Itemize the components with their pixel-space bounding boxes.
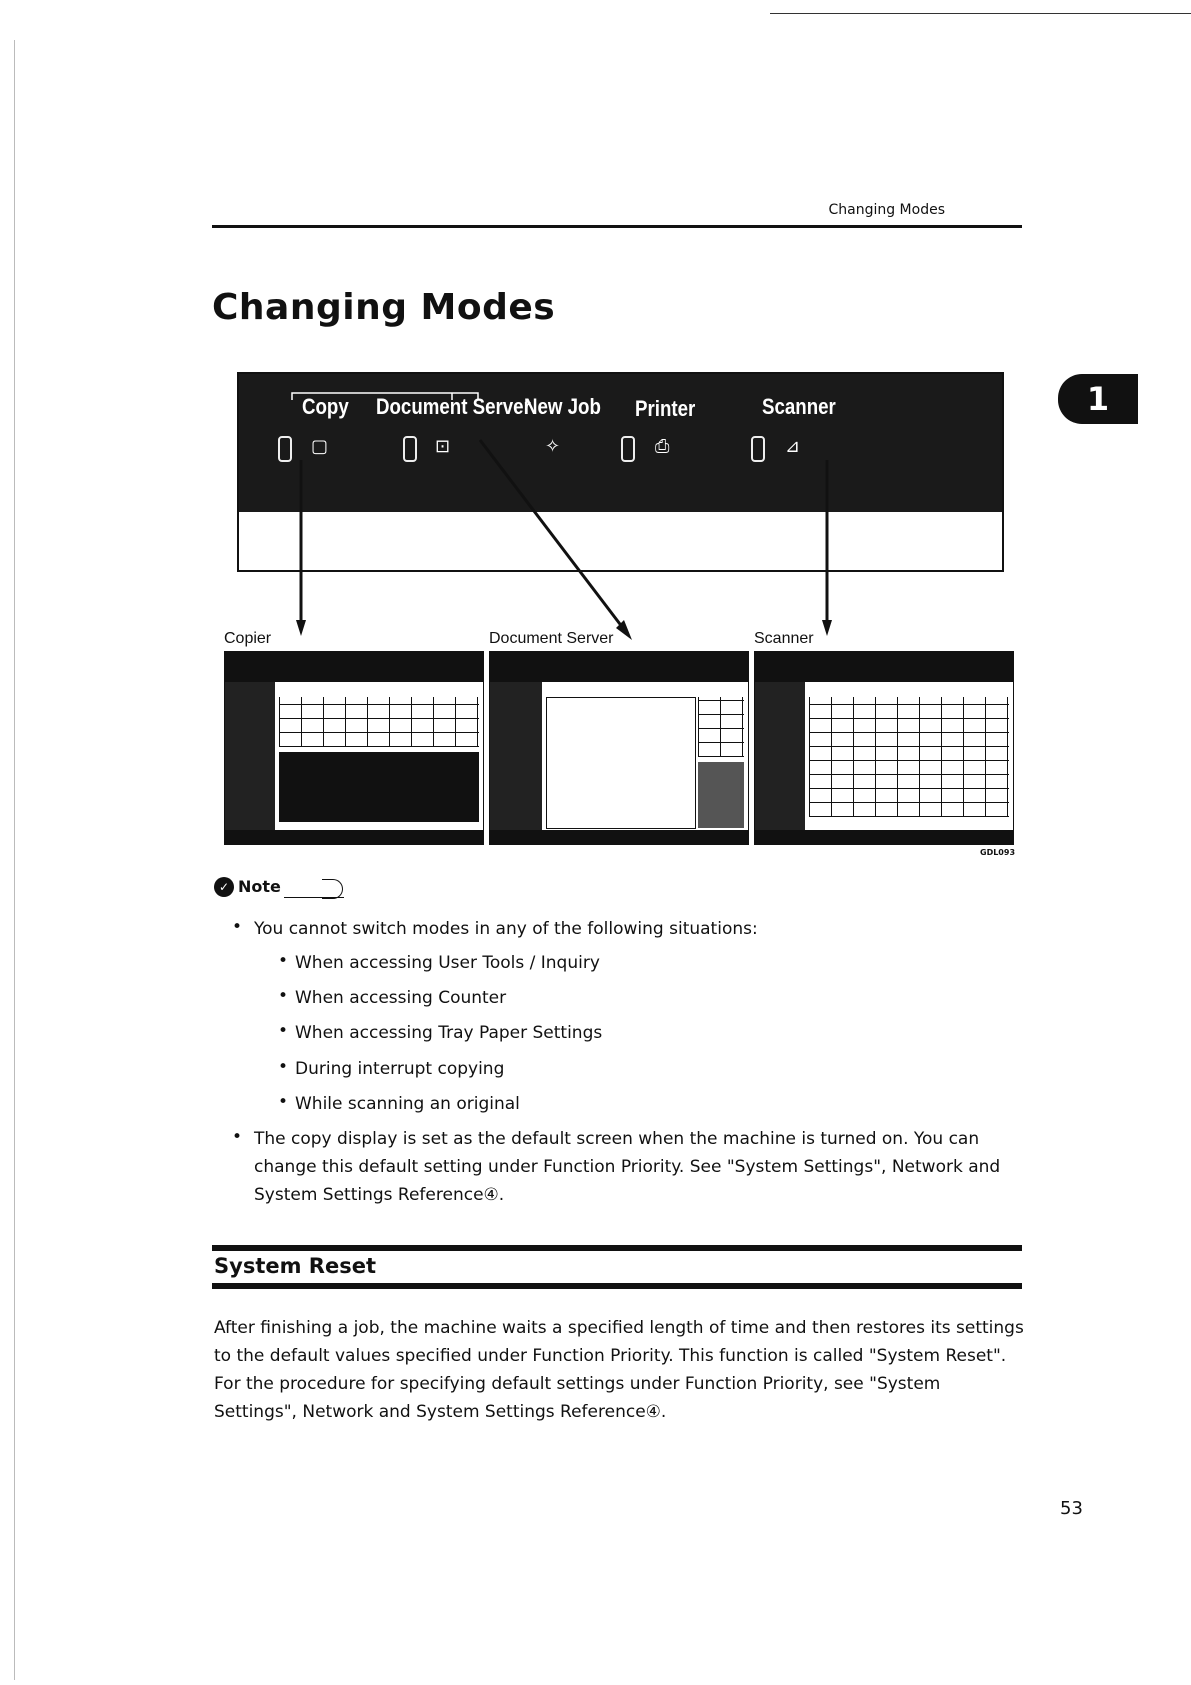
page-title: Changing Modes <box>212 287 556 328</box>
copier-screen-keys <box>279 697 479 747</box>
copier-screen-body <box>279 752 479 822</box>
note-label: Note <box>238 877 281 896</box>
section-rule-bottom <box>212 1283 1022 1289</box>
bullet-dot: • <box>278 1092 289 1112</box>
bullet-dot: • <box>232 1127 243 1147</box>
note-bracket <box>322 879 343 899</box>
document-server-preview <box>698 762 744 828</box>
bullet-dot: • <box>278 951 289 971</box>
section-rule-top <box>212 1245 1022 1251</box>
note-sub-bullet-1: When accessing User Tools / Inquiry <box>295 953 600 973</box>
system-reset-paragraph: After finishing a job, the machine waits a specified length of time and then restores its settings to the default values specified under Function Priority. This function is called "System Reset". For the procedure for specifying default settings under Function Priority, see "System Settings", Network and System Settings Reference④. <box>214 1318 1024 1422</box>
note-sub-bullet-4: During interrupt copying <box>295 1059 505 1079</box>
chapter-tab: 1 <box>1058 374 1138 424</box>
note-icon: ✓ <box>214 877 234 897</box>
scanner-screen-footer <box>755 830 1013 844</box>
document-server-screen-keys <box>698 697 744 757</box>
mode-label-copy: Copy <box>302 394 349 419</box>
document-server-screen <box>489 651 749 845</box>
bullet-dot: • <box>232 917 243 937</box>
mode-label-printer: Printer <box>635 396 696 421</box>
page-number: 53 <box>1060 1498 1083 1519</box>
scanner-screen-sidebar <box>755 682 805 844</box>
note-sub-bullet-5: While scanning an original <box>295 1094 520 1114</box>
scanner-caption: Scanner <box>754 630 814 647</box>
bullet-dot: • <box>278 986 289 1006</box>
copier-caption: Copier <box>224 630 272 647</box>
document-server-screen-header <box>490 652 748 682</box>
running-header: Changing Modes <box>828 202 945 218</box>
mode-label-scanner: Scanner <box>762 394 836 419</box>
scanner-screen-header <box>755 652 1013 682</box>
scanner-key-icon[interactable]: ⊿ <box>785 436 801 457</box>
note-sub-bullet-2: When accessing Counter <box>295 988 507 1008</box>
copier-screen-header <box>225 652 483 682</box>
document-server-key-icon[interactable]: ⊡ <box>435 436 451 457</box>
new-job-key-icon[interactable]: ✧ <box>545 436 561 457</box>
note-bullet-1: You cannot switch modes in any of the following situations: <box>254 919 758 939</box>
bullet-dot: • <box>278 1021 289 1041</box>
document-server-caption: Document Server <box>489 630 614 647</box>
copier-screen-sidebar <box>225 682 275 844</box>
copier-screen <box>224 651 484 845</box>
scanner-screen <box>754 651 1014 845</box>
mode-label-document-server: Document Server <box>376 394 531 419</box>
scanner-destination-keys <box>809 697 1009 817</box>
mode-label-new-job: New Job <box>524 394 601 419</box>
document-server-screen-sidebar <box>490 682 542 844</box>
note-bullet-2: The copy display is set as the default screen when the machine is turned on. You can change this default setting under Function Priority. See "System Settings", Network and System Settings Reference④. <box>254 1129 1001 1205</box>
bullet-dot: • <box>278 1057 289 1077</box>
copy-key-icon[interactable]: ▢ <box>311 436 329 457</box>
section-title: System Reset <box>214 1254 376 1278</box>
copier-screen-footer <box>225 830 483 844</box>
note-sub-bullet-3: When accessing Tray Paper Settings <box>295 1023 603 1043</box>
document-list <box>546 697 696 829</box>
figure-code: GDL093 <box>980 848 1016 857</box>
document-server-screen-footer <box>490 830 748 844</box>
printer-key-icon[interactable]: ⎙ <box>655 436 670 457</box>
